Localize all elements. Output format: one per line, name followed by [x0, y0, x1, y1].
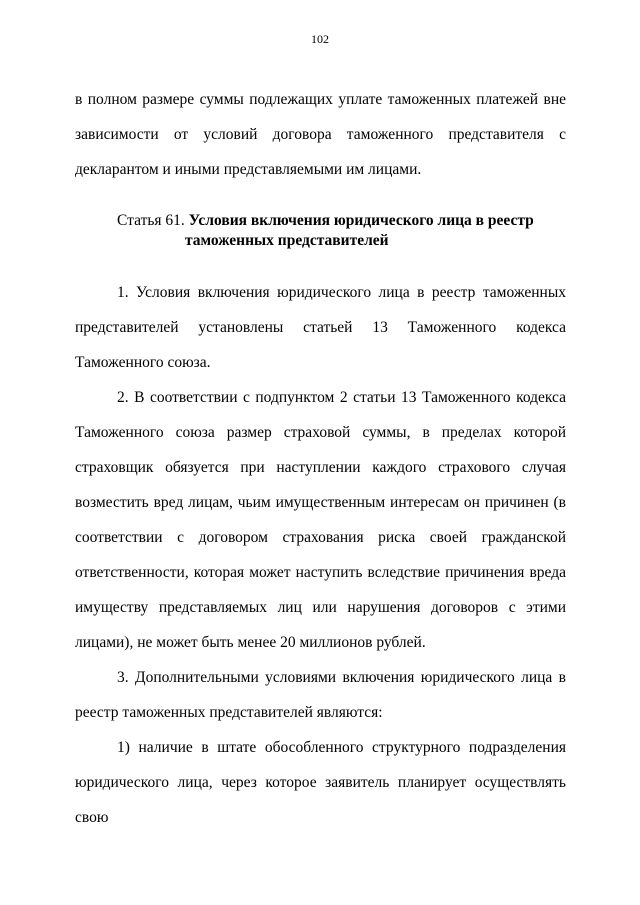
- page-number: 102: [311, 32, 329, 46]
- intro-paragraph: в полном размере суммы подлежащих уплате таможенных платежей вне зависимости от условий договора таможенного представителя с декларантом и иными представляемыми им лицами.: [75, 91, 566, 178]
- paragraph-3: 3. Дополнительными условиями включения юридического лица в реестр таможенных представителей являются:: [75, 669, 566, 721]
- article-label: Статья 61.: [117, 212, 185, 229]
- paragraph-1: 1. Условия включения юридического лица в реестр таможенных представителей установлены статьей 13 Таможенного кодекса Таможенного союза.: [75, 284, 566, 371]
- article-heading-line1: [75, 211, 566, 231]
- document-body: [75, 82, 566, 835]
- article-heading: [75, 211, 566, 251]
- paragraph-2: 2. В соответствии с подпунктом 2 статьи 13 Таможенного кодекса Таможенного союза размер страховой суммы, в пределах которой страховщик обязуется при наступлении каждого страхового случая возместить вред лицам, чьим имущественным интересам он причинен (в соответствии с договором страхования риска своей гражданской ответственности, которая может наступить вследствие причинения вреда имуществу представляемых лиц или нарушения договоров с этими лицами), не может быть менее 20 миллионов рублей.: [75, 389, 566, 651]
- paragraph-4: 1) наличие в штате обособленного структурного подразделения юридического лица, через которое заявитель планирует осуществлять свою: [75, 739, 566, 826]
- article-title-line2: таможенных представителей: [185, 232, 389, 249]
- article-title-line1: Условия включения юридического лица в реестр: [188, 212, 534, 229]
